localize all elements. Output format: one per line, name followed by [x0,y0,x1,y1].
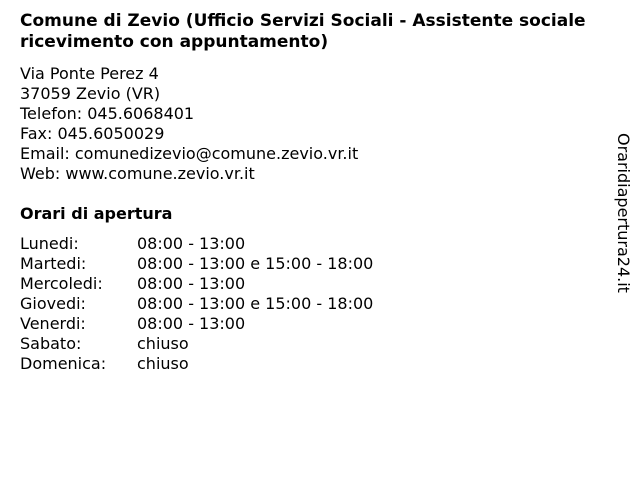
day-label: Domenica: [20,354,107,373]
day-hours: 08:00 - 13:00 [137,234,246,253]
hours-row-friday [20,314,373,334]
street-address: Via Ponte Perez 4 [20,64,159,83]
address-block [20,64,358,184]
day-hours: 08:00 - 13:00 [137,314,246,333]
day-label: Sabato: [20,334,82,353]
opening-hours-heading: Orari di apertura [20,204,173,223]
day-hours: 08:00 - 13:00 e 15:00 - 18:00 [137,254,374,273]
opening-hours-table [20,234,373,374]
hours-row-wednesday [20,274,373,294]
day-hours: 08:00 - 13:00 e 15:00 - 18:00 [137,294,374,313]
day-label: Venerdi: [20,314,86,333]
fax-number: Fax: 045.6050029 [20,124,165,143]
city-address: 37059 Zevio (VR) [20,84,161,103]
hours-row-tuesday [20,254,373,274]
site-watermark: Oraridiapertura24.it [614,133,633,293]
day-hours: chiuso [137,334,189,353]
day-label: Mercoledi: [20,274,103,293]
website-address: Web: www.comune.zevio.vr.it [20,164,255,183]
page-title: Comune di Zevio (Ufficio Servizi Sociali - Assistente sociale ricevimento con appuntamento) [20,11,586,52]
hours-row-monday [20,234,373,254]
day-label: Lunedi: [20,234,79,253]
hours-row-sunday [20,354,373,374]
hours-row-thursday [20,294,373,314]
day-hours: chiuso [137,354,189,373]
day-hours: 08:00 - 13:00 [137,274,246,293]
day-label: Giovedi: [20,294,86,313]
day-label: Martedi: [20,254,87,273]
phone-number: Telefon: 045.6068401 [20,104,195,123]
email-address: Email: comunedizevio@comune.zevio.vr.it [20,144,359,163]
hours-row-saturday [20,334,373,354]
